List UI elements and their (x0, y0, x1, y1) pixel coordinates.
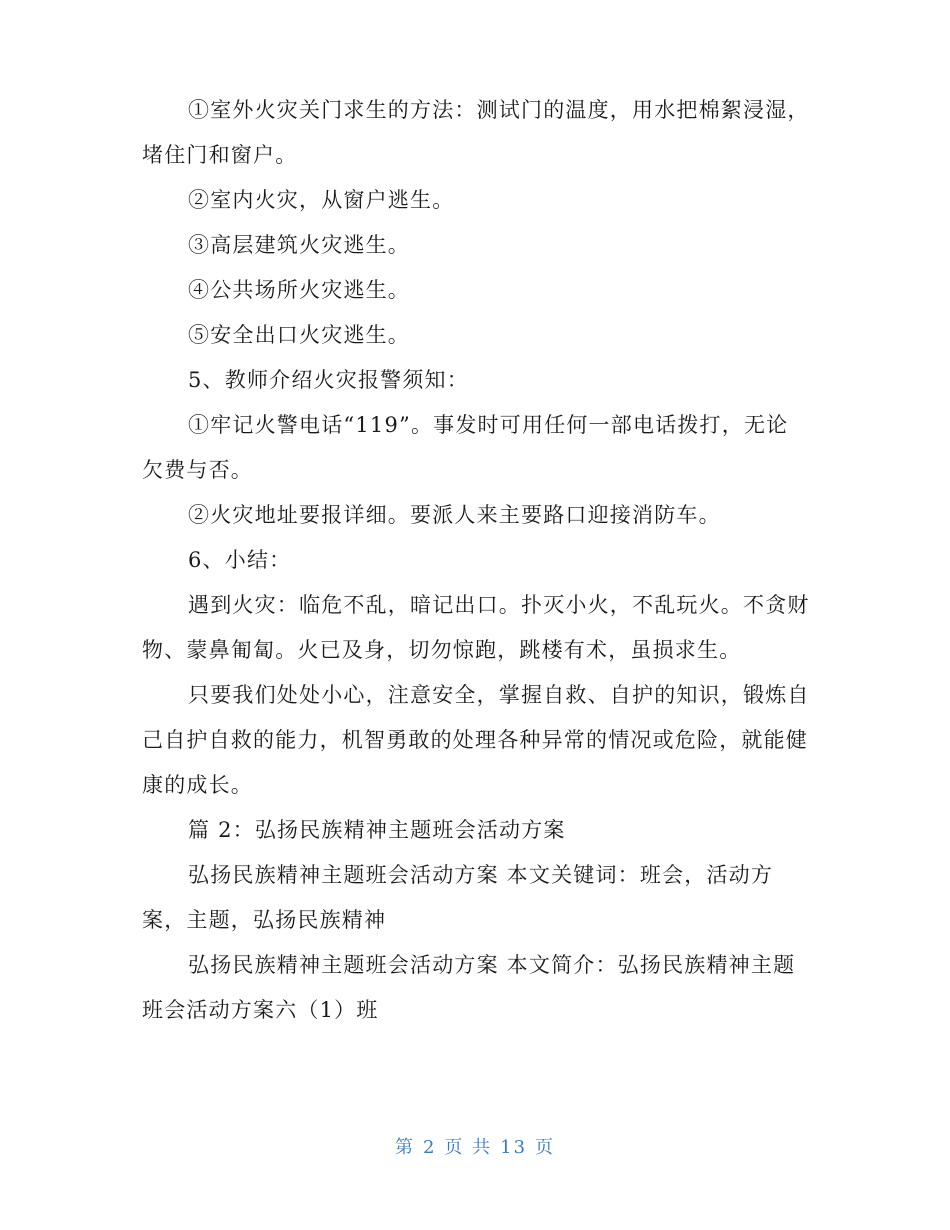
paragraph-5: ⑤安全出口火灾逃生。 (188, 323, 410, 347)
page-footer (0, 1133, 950, 1159)
paragraph-7: ①牢记火警电话“119”。事发时可用任何一部电话拨打，无论欠费与否。 (142, 413, 789, 482)
document-body (142, 88, 810, 1033)
footer-prefix: 第 (394, 1137, 415, 1158)
paragraph-12: 篇 2：弘扬民族精神主题班会活动方案 (188, 818, 566, 842)
footer-middle: 页 共 (444, 1137, 493, 1158)
paragraph-11: 只要我们处处小心，注意安全，掌握自救、自护的知识，锻炼自己自护自救的能力，机智勇敢的处理各种异常的情况或危险，就能健康的成长。 (142, 683, 810, 797)
footer-total-pages: 13 (500, 1137, 528, 1158)
paragraph-9: 6、小结： (188, 548, 292, 572)
paragraph-4: ④公共场所火灾逃生。 (188, 278, 410, 302)
paragraph-3: ③高层建筑火灾逃生。 (188, 233, 410, 257)
paragraph-14: 弘扬民族精神主题班会活动方案 本文简介：弘扬民族精神主题班会活动方案六（1）班 (142, 953, 796, 1022)
paragraph-13: 弘扬民族精神主题班会活动方案 本文关键词：班会，活动方案，主题，弘扬民族精神 (142, 863, 774, 932)
paragraph-6: 5、教师介绍火灾报警须知： (188, 368, 469, 392)
paragraph-10: 遇到火灾：临危不乱，暗记出口。扑灭小火，不乱玩火。不贪财物、蒙鼻匍匐。火已及身，切勿惊跑，跳楼有术，虽损求生。 (142, 593, 810, 662)
paragraph-2: ②室内火灾，从窗户逃生。 (188, 188, 455, 212)
footer-current-page: 2 (422, 1137, 437, 1158)
paragraph-8: ②火灾地址要报详细。要派人来主要路口迎接消防车。 (188, 503, 721, 527)
paragraph-1: ①室外火灾关门求生的方法：测试门的温度，用水把棉絮浸湿，堵住门和窗户。 (142, 98, 810, 167)
footer-suffix: 页 (535, 1137, 556, 1158)
